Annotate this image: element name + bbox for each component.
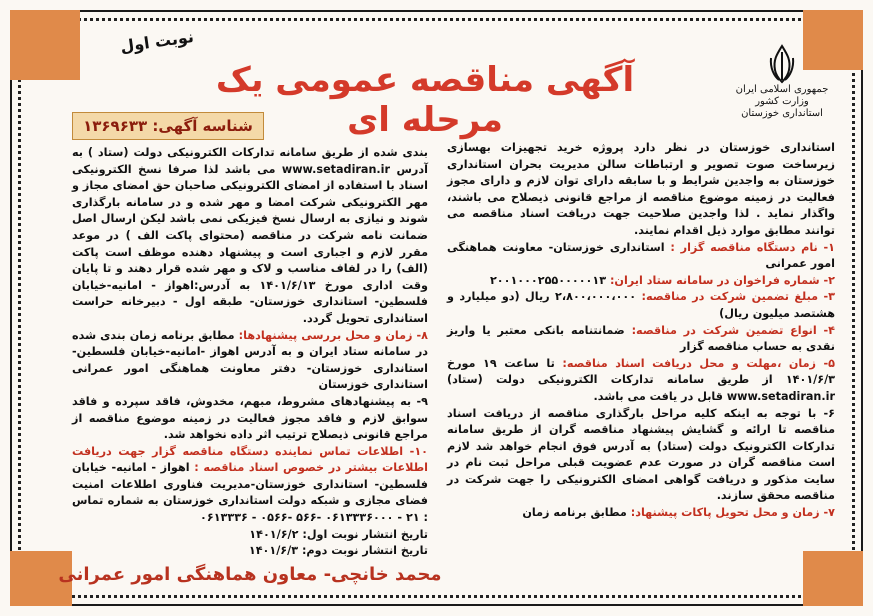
- item-7-body: مطابق برنامه زمان: [522, 506, 627, 520]
- government-emblem: [722, 44, 842, 134]
- continuation-text: بندی شده از طریق سامانه تدارکات الکترونیکی دولت (ستاد ) به آدرس: [72, 146, 428, 176]
- item-8: [72, 328, 428, 394]
- item-8-body: مطابق برنامه زمان بندی شده در سامانه ستاد ایران و به آدرس اهواز -امانیه-خیابان فلسطین-استانداری خوزستان- دفتر معاونت هماهنگی امور عمرانی استانداری خوزستان: [72, 328, 428, 392]
- item-1-body: استانداری خوزستان- معاونت هماهنگی امور عمرانی: [447, 240, 835, 271]
- item-5-body: تا ساعت ۱۹ مورخ ۱۴۰۱/۶/۳ از طریق سامانه تدارکات الکترونیکی دولت (ستاد): [447, 356, 835, 387]
- right-column: [447, 140, 835, 522]
- item-3: [447, 289, 835, 322]
- item-2-body: ۲۰۰۱۰۰۰۲۵۵۰۰۰۰۰۱۳: [489, 273, 607, 287]
- item-5-url: www.setadiran.ir: [726, 389, 835, 403]
- intro-paragraph: استانداری خوزستان در نظر دارد پروژه خرید تجهیزات بهسازی زیرساخت صوت تصویر و ارتباطات سالن مدیریت بحران استانداری خوزستان به واجدین شرایط و با سابقه دارای توان لازم و دارای مجوز فعالیت در زمینه موضوع مناقصه از مراجع قانونی ذیصلاح می باشند، واگذار نماید . لذا واجدین صلاحیت جهت دریافت اسناد مناقصه می توانند مطابق موارد ذیل اقدام نمایند.: [447, 141, 835, 237]
- item-5-heading: ۵- زمان ،مهلت و محل دریافت اسناد مناقصه:: [562, 356, 835, 370]
- notice-title: آگهی مناقصه عمومی یک مرحله ای: [215, 60, 635, 140]
- item-1: [447, 240, 835, 273]
- ad-number-badge: شناسه آگهی: ۱۳۶۹۶۳۳: [72, 112, 264, 140]
- item-2: [447, 273, 835, 290]
- emblem-line: وزارت کشور: [755, 96, 809, 107]
- corner-decoration: [803, 551, 863, 606]
- item-1-heading: ۱- نام دستگاه مناقصه گزار :: [670, 240, 835, 254]
- item-4: [447, 323, 835, 356]
- item-8-heading: ۸- زمان و محل بررسی پیشنهادها:: [238, 328, 428, 342]
- item-5-tail: قابل در یافت می باشد.: [593, 389, 723, 403]
- emblem-line: جمهوری اسلامی ایران: [735, 84, 829, 95]
- emblem-line: استانداری خوزستان: [741, 108, 823, 119]
- item-7: [447, 505, 835, 522]
- corner-decoration: [10, 10, 80, 80]
- continuation-url: www.setadiran.ir: [281, 162, 391, 176]
- item-3-body: ۲،۸۰۰،۰۰۰،۰۰۰ ریال (دو میلیارد و هشتصد میلیون ریال): [447, 290, 835, 320]
- item-7-heading: ۷- زمان و محل تحویل پاکات پیشنهاد:: [630, 506, 835, 520]
- item-10: [72, 444, 428, 527]
- publish-date-2: تاریخ انتشار نوبت دوم: ۱۴۰۱/۶/۳: [248, 544, 428, 558]
- item-5: [447, 356, 835, 406]
- item-4-body: ضمانتنامه بانکی معتبر یا واریز نقدی به حساب مناقصه گزار: [447, 323, 835, 354]
- item-6: ۶- با توجه به اینکه کلیه مراحل بارگذاری مناقصه از دریافت اسناد مناقصه تا ارائه و گشایش پیشنهاد مناقصه گران از طریق سامانه تدارکات الکترونیک دولت (ستاد) به آدرس فوق انجام خواهد شد لازم است مناقصه گران در صورت عدم عضویت قبلی مراحل ثبت نام در سایت مذکور و دریافت گواهی امضای الکترونیکی را جهت شرکت در مناقصه محقق سازند.: [447, 406, 835, 503]
- signature: محمد خانچی- معاون هماهنگی امور عمرانی: [58, 564, 442, 585]
- publish-date-1: تاریخ انتشار نوبت اول: ۱۴۰۱/۶/۲: [249, 527, 428, 541]
- iran-emblem-icon: [767, 44, 797, 84]
- item-9: ۹- به پیشنهادهای مشروط، مبهم، مخدوش، فاقد سپرده و فاقد سوابق لازم و فاقد مجوز فعالیت در زمینه موضوع مناقصه از مراجع قانونی ذیصلاح ترتیب اثر داده نخواهد شد.: [72, 394, 428, 442]
- left-column: [72, 145, 428, 560]
- item-10-body: اهواز - امانیه- خیابان فلسطین- استانداری خوزستان-مدیریت فناوری اطلاعات امنیت فضای مجازی و شبکه دولت استانداری خوزستان به شماره تماس : ۲۱ - ۰۶۱۳۳۳۶۰۰۰ -۵۶۶ -۰۵۶۶ - ۰۶۱۳۳۳۶: [72, 461, 428, 525]
- round-label: نوبت اول: [119, 26, 195, 57]
- continuation: [72, 145, 428, 328]
- item-2-heading: ۲- شماره فراخوان در سامانه ستاد ایران:: [609, 273, 835, 287]
- item-10-heading: ۱۰- اطلاعات تماس نماینده دستگاه مناقصه گزار جهت دریافت اطلاعات بیشتر در خصوص اسناد مناقصه :: [72, 444, 428, 475]
- item-4-heading: ۴- انواع تضمین شرکت در مناقصه:: [631, 323, 835, 337]
- continuation-text-2: می باشد لذا صرفا نسخ الکترونیکی اسناد با استفاده از امضای الکترونیکی صاحبان حق امضای مجاز و مهر الکترونیکی شرکت امضا و مهر شده و در سامانه بارگذاری شوند و نیازی به ارسال نسخ فیزیکی نمی باشد لیکن ارسال اصل ضمانت نامه شرکت در مناقصه (محتوای پاکت الف ) در موعد مقرر لازم و اجباری است و پیشنهاد دهنده موظف است پاکت (الف) را در لفاف مناسب و لاک و مهر شده قرار دهند و تا پایان وقت اداری مورخ ۱۴۰۱/۶/۱۳ به آدرس:اهواز - امانیه-خیابان فلسطین- استانداری خوزستان- طبقه اول - دبیرخانه حراست استانداری تحویل گردد.: [72, 162, 428, 325]
- item-3-heading: ۳- مبلغ تضمین شرکت در مناقصه:: [641, 290, 835, 304]
